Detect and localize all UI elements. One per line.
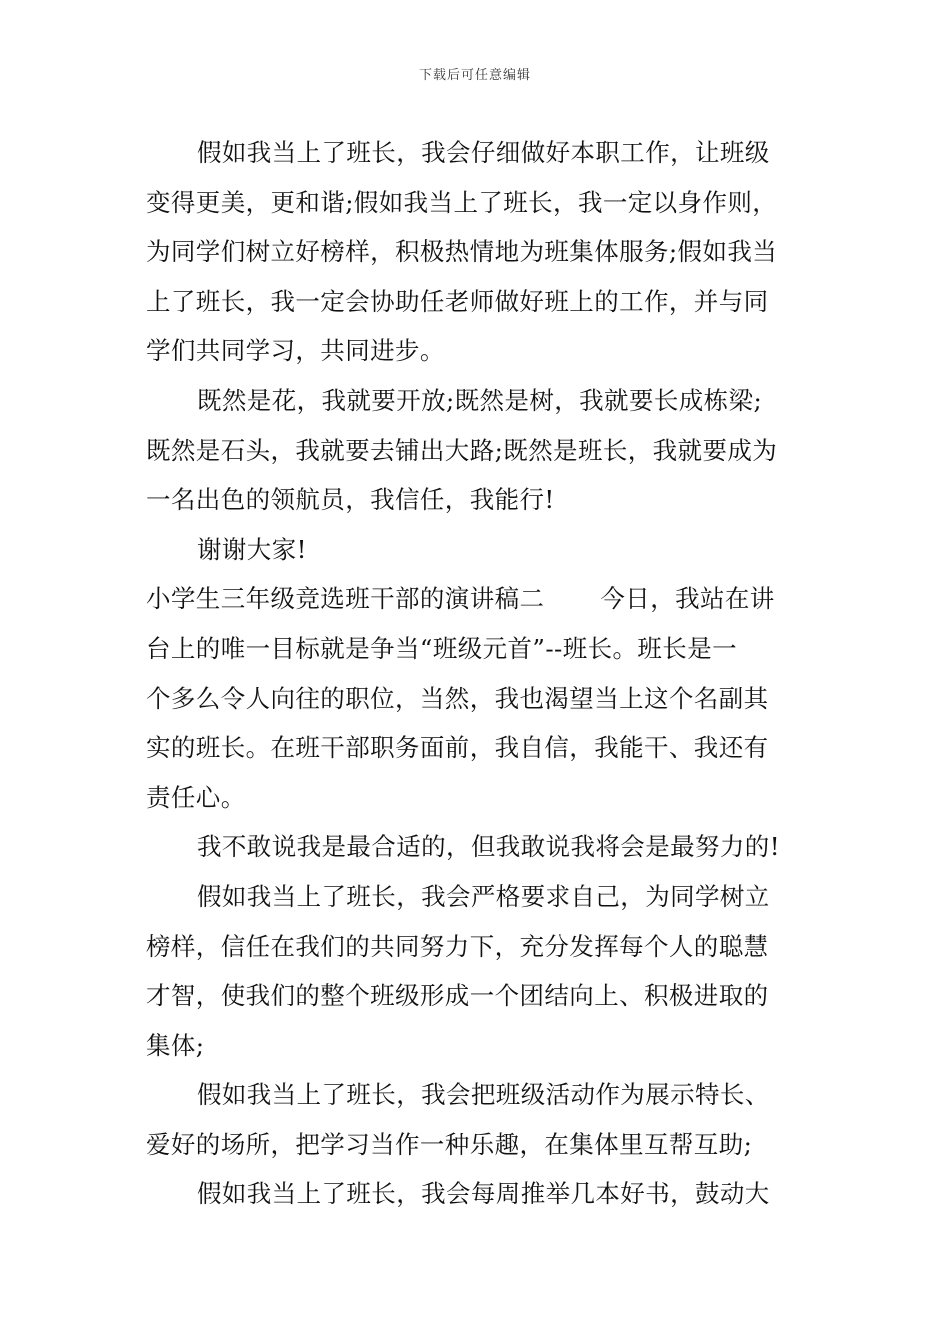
text-line: 学们共同学习，共同进步。 xyxy=(146,336,445,366)
text-line: 既然是石头，我就要去铺出大路;既然是班长，我就要成为 xyxy=(146,435,778,465)
text-line: 集体; xyxy=(146,1030,205,1060)
document-body xyxy=(146,128,806,1219)
text-line: 为同学们树立好榜样，积极热情地为班集体服务;假如我当 xyxy=(146,237,778,267)
section-title-line xyxy=(146,574,806,624)
text-line: 责任心。 xyxy=(146,782,246,812)
text-line: 爱好的场所，把学习当作一种乐趣，在集体里互帮互助; xyxy=(146,1129,753,1159)
section-title: 小学生三年级竞选班干部的演讲稿二 xyxy=(146,584,545,614)
text-line: 台上的唯一目标就是争当“班级元首”--班长。班长是一 xyxy=(146,633,738,663)
text-line: 才智，使我们的整个班级形成一个团结向上、积极进取的 xyxy=(146,981,769,1011)
text-line: 一名出色的领航员，我信任，我能行! xyxy=(146,485,555,515)
text-line: 既然是花，我就要开放;既然是树，我就要长成栋梁; xyxy=(197,385,763,415)
text-line: 我不敢说我是最合适的，但我敢说我将会是最努力的! xyxy=(197,832,780,862)
text-line: 谢谢大家! xyxy=(197,534,307,564)
page-header: 下载后可任意编辑 xyxy=(418,68,531,83)
text-line: 假如我当上了班长，我会把班级活动作为展示特长、 xyxy=(197,1080,770,1110)
text-line: 假如我当上了班长，我会每周推举几本好书，鼓动大 xyxy=(197,1179,770,1209)
text-line: 假如我当上了班长，我会严格要求自己，为同学树立 xyxy=(197,881,770,911)
text-line: 变得更美，更和谐;假如我当上了班长，我一定以身作则， xyxy=(146,187,778,217)
text-line: 上了班长，我一定会协助任老师做好班上的工作，并与同 xyxy=(146,286,769,316)
text-line: 个多么令人向往的职位，当然，我也渴望当上这个名副其 xyxy=(146,683,769,713)
text-line: 榜样，信任在我们的共同努力下，充分发挥每个人的聪慧 xyxy=(146,931,769,961)
text-line: 实的班长。在班干部职务面前，我自信，我能干、我还有 xyxy=(146,733,769,763)
section-opening-text: 今日，我站在讲 xyxy=(600,584,775,614)
text-line: 假如我当上了班长，我会仔细做好本职工作，让班级 xyxy=(197,138,770,167)
